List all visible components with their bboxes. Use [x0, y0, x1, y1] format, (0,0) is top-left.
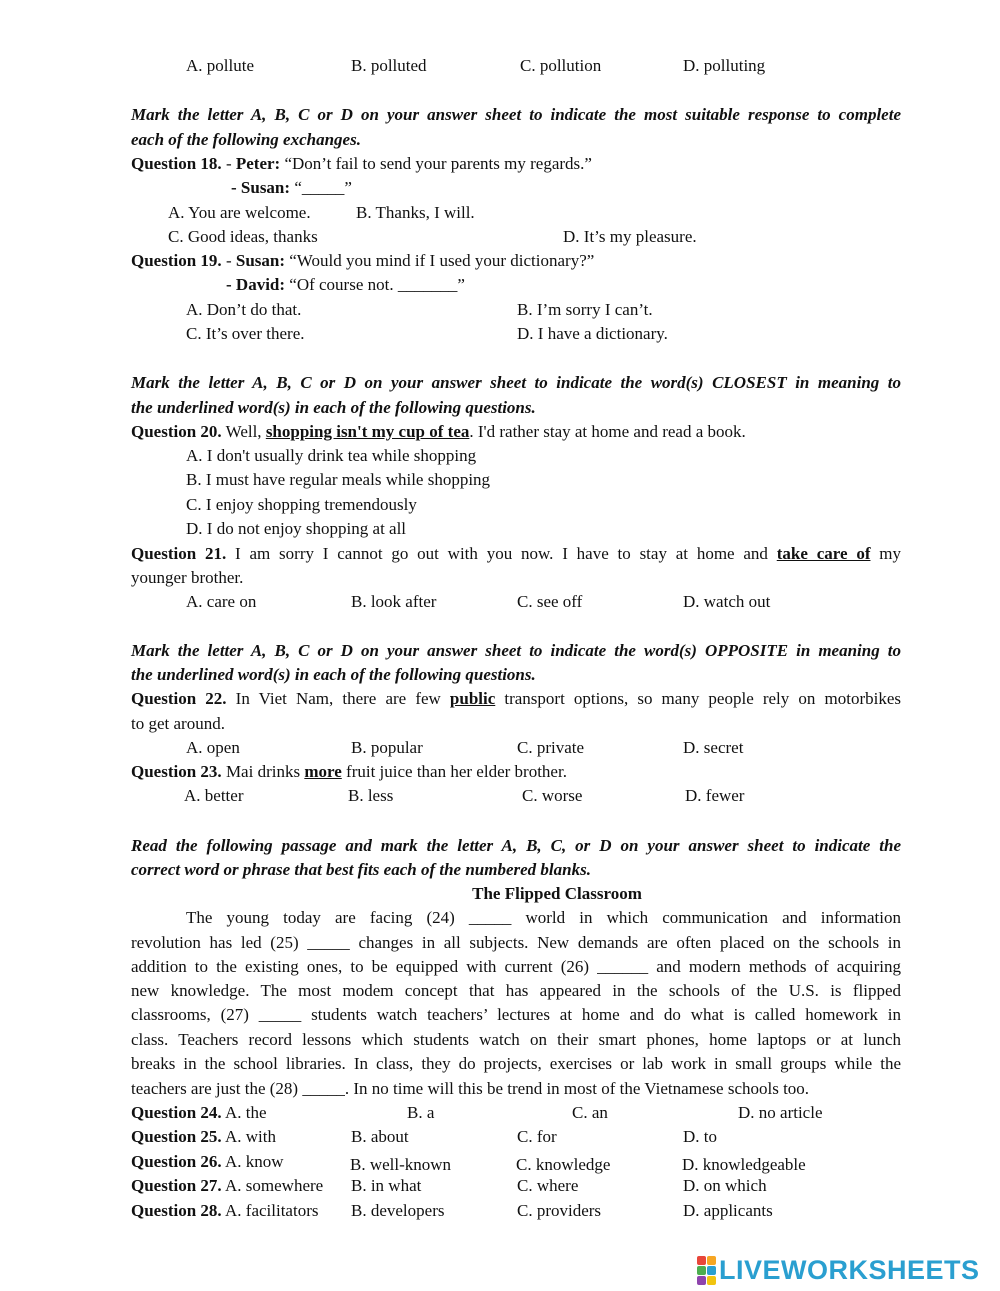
- q27-option-a: A. somewhere: [221, 1176, 324, 1195]
- q28-option-c: C. providers: [517, 1201, 602, 1220]
- q20-text-pre: Well,: [221, 422, 266, 441]
- passage-line: teachers are just the (28) _____. In no time will this be trend in most of the Vietnamese schools too.: [131, 1079, 810, 1098]
- q21-prompt: [131, 544, 901, 564]
- q28-label: Question 28.: [131, 1201, 222, 1220]
- section1-instruction-line2: each of the following exchanges.: [131, 130, 361, 149]
- q24-option-c: C. an: [572, 1103, 608, 1122]
- q18-susan-name: - Susan:: [231, 178, 291, 197]
- q17-option-b: B. polluted: [351, 56, 427, 75]
- q20-label: Question 20.: [131, 422, 222, 441]
- q22-text-pre: In Viet Nam, there are few: [226, 689, 450, 708]
- q19-label: Question 19.: [131, 251, 222, 270]
- q26-option-c: C. knowledge: [516, 1155, 611, 1174]
- q18-label: Question 18.: [131, 154, 222, 173]
- section2-instruction-line1: Mark the letter A, B, C or D on your answer sheet to indicate the word(s) CLOSEST in meaning to: [131, 373, 901, 392]
- q27-option-c: C. where: [517, 1176, 579, 1195]
- q20-option-c: C. I enjoy shopping tremendously: [186, 495, 417, 514]
- section3-instruction-line1: Mark the letter A, B, C or D on your answer sheet to indicate the word(s) OPPOSITE in meaning to: [131, 641, 901, 660]
- q18-prompt: [131, 154, 592, 174]
- q24-option-a: A. the: [221, 1103, 267, 1122]
- logo-tile: [707, 1276, 716, 1285]
- q20-text-post: . I'd rather stay at home and read a book.: [469, 422, 746, 441]
- q28-option-a-row: [131, 1201, 318, 1221]
- logo-tile: [697, 1276, 706, 1285]
- q27-option-d: D. on which: [683, 1176, 767, 1195]
- q24-option-a-row: [131, 1103, 267, 1123]
- q23-option-c: C. worse: [522, 786, 583, 805]
- passage-line: breaks in the school libraries. In class, they do projects, exercises or lab work in small groups while the: [131, 1054, 901, 1073]
- q28-option-d: D. applicants: [683, 1201, 773, 1220]
- q27-option-a-row: [131, 1176, 323, 1196]
- q21-option-d: D. watch out: [683, 592, 771, 611]
- q19-susan-name: Susan:: [235, 251, 285, 270]
- q25-option-d: D. to: [683, 1127, 717, 1146]
- q19-susan-text: “Would you mind if I used your dictionary?”: [285, 251, 595, 270]
- logo-tile: [697, 1266, 706, 1275]
- section3-instruction-line2: the underlined word(s) in each of the following questions.: [131, 665, 536, 684]
- q23-option-d: D. fewer: [685, 786, 745, 805]
- passage-line: class. Teachers record lessons which students watch on their smart phones, home laptops or at lunch: [131, 1030, 901, 1049]
- q19-prompt: [131, 251, 594, 271]
- q26-option-b: B. well-known: [350, 1155, 452, 1174]
- q19-option-a: A. Don’t do that.: [186, 300, 302, 319]
- q27-option-b: B. in what: [351, 1176, 422, 1195]
- q26-option-a-row: [131, 1152, 284, 1172]
- q25-option-c: C. for: [517, 1127, 557, 1146]
- q24-option-b: B. a: [407, 1103, 435, 1122]
- q18-susan-text: “_____”: [290, 178, 352, 197]
- passage-line: new knowledge. The most modem concept that has appeared in the schools of the U.S. is flipped: [131, 981, 901, 1000]
- q19-option-c: C. It’s over there.: [186, 324, 305, 343]
- logo-text: LIVEWORKSHEETS: [719, 1254, 980, 1285]
- section4-instruction-line2: correct word or phrase that best fits each of the numbered blanks.: [131, 860, 591, 879]
- passage-line: revolution has led (25) _____ changes in all subjects. New demands are often placed on the schools in: [131, 933, 901, 952]
- q17-option-a: A. pollute: [186, 56, 254, 75]
- q18-peter-text: “Don’t fail to send your parents my regards.”: [280, 154, 592, 173]
- q22-option-a: A. open: [186, 738, 240, 757]
- q22-option-c: C. private: [517, 738, 585, 757]
- q22-prompt-line2: to get around.: [131, 714, 225, 733]
- q21-underlined: take care of: [776, 544, 871, 563]
- q19-option-b: B. I’m sorry I can’t.: [517, 300, 653, 319]
- q18-response: [231, 178, 352, 198]
- q21-option-b: B. look after: [351, 592, 437, 611]
- q21-text-post: my: [870, 544, 902, 563]
- liveworksheets-logo: [697, 1254, 980, 1286]
- q22-text-post: transport options, so many people rely on motorbikes: [495, 689, 901, 708]
- q25-label: Question 25.: [131, 1127, 222, 1146]
- logo-tile: [707, 1256, 716, 1265]
- q18-option-a: A. You are welcome.: [168, 203, 311, 222]
- logo-tile: [697, 1256, 706, 1265]
- passage-line: addition to the existing ones, to be equipped with current (26) ______ and modern methods of acquiring: [131, 957, 901, 976]
- q20-underlined: shopping isn't my cup of tea: [265, 422, 470, 441]
- q24-option-d: D. no article: [738, 1103, 823, 1122]
- q23-text-pre: Mai drinks: [221, 762, 305, 781]
- q19-response: [226, 275, 465, 295]
- q17-option-c: C. pollution: [520, 56, 602, 75]
- q28-option-a: A. facilitators: [221, 1201, 319, 1220]
- q24-label: Question 24.: [131, 1103, 222, 1122]
- q18-option-c: C. Good ideas, thanks: [168, 227, 318, 246]
- passage-line: The young today are facing (24) _____ world in which communication and information: [186, 908, 901, 927]
- q18-option-d: D. It’s my pleasure.: [563, 227, 697, 246]
- q23-option-a: A. better: [184, 786, 244, 805]
- section1-instruction-line1: Mark the letter A, B, C or D on your answer sheet to indicate the most suitable response to complete: [131, 105, 901, 124]
- q20-option-d: D. I do not enjoy shopping at all: [186, 519, 407, 538]
- q19-david-text: “Of course not. _______”: [285, 275, 465, 294]
- q20-prompt: [131, 422, 746, 442]
- q21-label: Question 21.: [131, 544, 227, 563]
- q26-option-d: D. knowledgeable: [682, 1155, 806, 1174]
- q25-option-a-row: [131, 1127, 276, 1147]
- logo-icon: [697, 1256, 716, 1285]
- q17-option-d: D. polluting: [683, 56, 766, 75]
- q21-option-c: C. see off: [517, 592, 583, 611]
- q23-underlined: more: [304, 762, 342, 781]
- q19-david-name: - David:: [226, 275, 286, 294]
- q26-option-a: A. know: [221, 1152, 284, 1171]
- q23-text-post: fruit juice than her elder brother.: [341, 762, 567, 781]
- q22-prompt: [131, 689, 901, 709]
- passage-line: classrooms, (27) _____ students watch teachers’ lectures at home and do what is called homework in: [131, 1005, 901, 1024]
- q18-peter-name: Peter:: [235, 154, 281, 173]
- passage-title: The Flipped Classroom: [472, 884, 642, 903]
- q22-option-d: D. secret: [683, 738, 744, 757]
- q23-prompt: [131, 762, 567, 782]
- q23-option-b: B. less: [348, 786, 394, 805]
- q23-label: Question 23.: [131, 762, 222, 781]
- q21-prompt-line2: younger brother.: [131, 568, 244, 587]
- q25-option-a: A. with: [221, 1127, 276, 1146]
- q18-option-b: B. Thanks, I will.: [356, 203, 475, 222]
- q20-option-b: B. I must have regular meals while shopping: [186, 470, 491, 489]
- q20-option-a: A. I don't usually drink tea while shopping: [186, 446, 477, 465]
- q18-dash: -: [221, 154, 236, 173]
- q22-underlined: public: [449, 689, 496, 708]
- q21-option-a: A. care on: [186, 592, 257, 611]
- q26-label: Question 26.: [131, 1152, 222, 1171]
- section2-instruction-line2: the underlined word(s) in each of the following questions.: [131, 398, 536, 417]
- q22-option-b: B. popular: [351, 738, 423, 757]
- q21-text-pre: I am sorry I cannot go out with you now. I have to stay at home and: [226, 544, 777, 563]
- q19-dash: -: [221, 251, 236, 270]
- q19-option-d: D. I have a dictionary.: [517, 324, 668, 343]
- q27-label: Question 27.: [131, 1176, 222, 1195]
- q28-option-b: B. developers: [351, 1201, 445, 1220]
- q25-option-b: B. about: [351, 1127, 409, 1146]
- section4-instruction-line1: Read the following passage and mark the letter A, B, C, or D on your answer sheet to indicate the: [131, 836, 901, 855]
- logo-tile: [707, 1266, 716, 1275]
- q22-label: Question 22.: [131, 689, 227, 708]
